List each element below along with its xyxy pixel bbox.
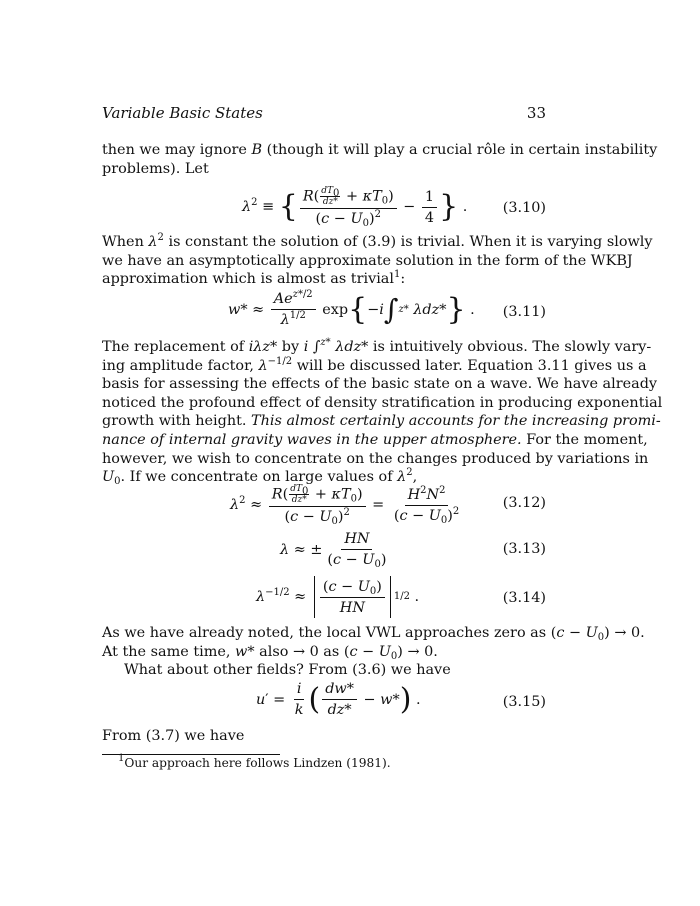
- page-number: 33: [526, 104, 546, 122]
- equation-3-13: λ ≈ ± $\frac{HN}{(c - U_0)}$ (3.13): [280, 531, 546, 570]
- equation-number: (3.15): [502, 694, 546, 710]
- text-line: growth with height. This almost certainly accounts for the increasing promi-: [102, 413, 661, 430]
- paragraph-3: [102, 337, 663, 488]
- paragraph-4: [102, 624, 645, 680]
- equation-number: (3.14): [502, 590, 546, 606]
- text-line: The replacement of iλz* by i ∫$^{z*}$ λdz* is intuitively obvious. The slowly vary-: [102, 337, 652, 355]
- footnote-text: Our approach here follows Lindzen (1981).: [124, 756, 391, 770]
- equation-number: (3.12): [502, 495, 546, 511]
- equation-3-14: $\lambda^{-1/2}$ ≈ $\frac{(c - U_0)}{HN}$ 1/2 . (3.14): [102, 576, 546, 622]
- text-line: however, we wish to concentrate on the changes produced by variations in: [102, 450, 649, 467]
- text-line: approximation which is almost as trivial$^1$:: [102, 269, 406, 288]
- text-line: then we may ignore B (though it will play a crucial rôle in certain instability: [102, 142, 658, 158]
- footnote: [118, 753, 391, 770]
- footnote-mark: 1: [118, 753, 125, 764]
- text-line: At the same time, w* also → 0 as $(c - U_0) \to 0$.: [102, 643, 438, 662]
- equation-3-10: $\lambda^2$ ≡ { R( $\frac{dT_0}{dz*}$ + $\kappa T_0$) $(c - U_0)^2$ − $\frac{1}{4}$ } . (3.10): [242, 186, 546, 229]
- text-line: noticed the profound effect of density stratification in producing exponential: [102, 394, 663, 411]
- text-line: we have an asymptotically approximate solution in the form of the WKBJ: [102, 252, 633, 269]
- equation-3-15: u′ = $\frac{i}{k}$ ( $\frac{dw*}{dz*}$ − w* ) . (3.15): [256, 681, 546, 718]
- paragraph-5: [102, 727, 546, 746]
- text-line: nance of internal gravity waves in the upper atmosphere. For the moment,: [102, 431, 648, 448]
- running-header: [102, 104, 546, 126]
- text-line: From (3.7) we have: [102, 728, 245, 744]
- text-line: As we have already noted, the local VWL approaches zero as $(c - U_0) \to 0$.: [102, 625, 645, 643]
- paragraph-2: [102, 232, 653, 289]
- chapter-title: Variable Basic States: [102, 104, 263, 122]
- text-line: $U_0$. If we concentrate on large values of $\lambda^2$,: [102, 467, 418, 488]
- equation-number: (3.13): [502, 541, 546, 557]
- equation-3-12: $\lambda^2$ ≈ R( $\frac{dT_0}{dz*}$ + $\kappa T_0$) $(c - U_0)^2$ = $\frac{H^2N^2}{(c - U_0)^2}$ (3.12): [230, 484, 546, 527]
- equation-3-11: w* ≈ $\frac{Ae^{z*/2}}{\lambda^{1/2}}$ exp { −i ∫ z* λdz* } . (3.11): [228, 289, 546, 328]
- text-line: basis for assessing the effects of the basic state on a wave. We have already: [102, 376, 658, 393]
- footnote-rule: [102, 754, 280, 755]
- text-line: ing amplitude factor, $\lambda^{-1/2}$ will be discussed later. Equation 3.11 gives us a: [102, 355, 647, 374]
- equation-number: (3.11): [502, 304, 546, 320]
- text-line: problems). Let: [102, 160, 209, 177]
- text-line: What about other fields? From (3.6) we have: [124, 662, 451, 679]
- text-line: When $\lambda^2$ is constant the solution of (3.9) is trivial. When it is varying slowly: [102, 232, 653, 250]
- equation-number: (3.10): [502, 200, 546, 216]
- paragraph-1: [102, 141, 658, 178]
